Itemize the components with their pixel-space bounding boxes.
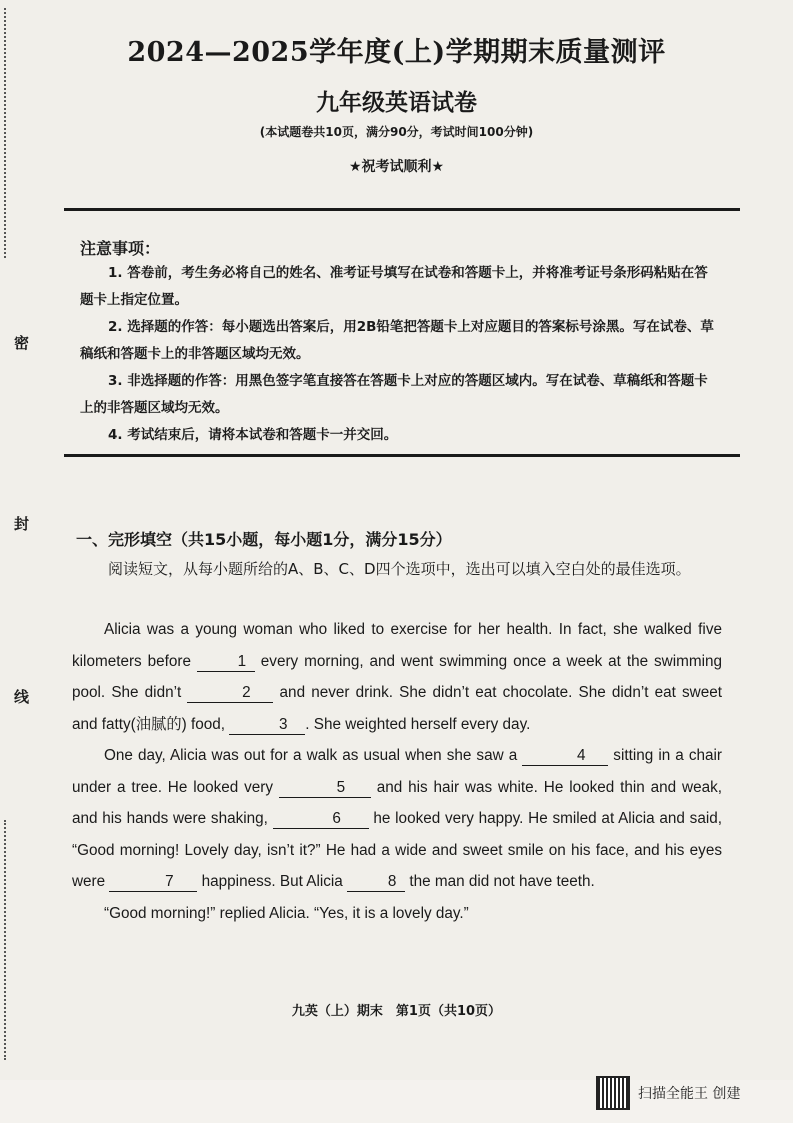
binding-line-bottom <box>4 820 14 1060</box>
cloze-blank[interactable]: 8 <box>347 873 405 892</box>
section-instruction <box>76 554 726 585</box>
scanner-watermark <box>596 1075 740 1111</box>
notice-item: 2. 选择题的作答：每小题选出答案后，用2B铅笔把答题卡上对应题目的答案标号涂黑。写在试卷、草稿纸和答题卡上的非答题区域均无效。 <box>80 319 714 362</box>
section-title: 一、完形填空（共15小题，每小题1分，满分15分） <box>76 530 452 549</box>
divider-top <box>64 208 740 211</box>
cloze-blank[interactable]: 1 <box>197 653 255 672</box>
notice-item: 1. 答卷前，考生务必将自己的姓名、准考证号填写在试卷和答题卡上，并将准考证号条形码粘贴在答题卡上指定位置。 <box>80 265 708 308</box>
passage-text: every morning, and went swimming once a week at the swimming pool. She didn’t <box>72 652 722 701</box>
passage-text: and his hair was white. He looked thin and weak, and his hands were shaking, <box>72 778 722 827</box>
cloze-blank[interactable]: 5 <box>279 779 371 798</box>
exam-title: 2024—2025学年度(上)学期期末质量测评 <box>127 37 666 68</box>
passage-text: happiness. But Alicia <box>197 873 348 890</box>
exam-info: (本试题卷共10页，满分90分，考试时间100分钟) <box>259 125 534 139</box>
cloze-blank[interactable]: 7 <box>109 873 197 892</box>
passage-text: and never drink. She didn’t eat chocolate. She didn’t eat sweet and fatty(油腻的) food, <box>72 684 722 733</box>
exam-subtitle: 九年级英语试卷 <box>316 90 477 116</box>
passage-text: . She weighted herself every day. <box>305 715 531 733</box>
divider-bottom <box>64 454 740 457</box>
cloze-blank[interactable]: 4 <box>522 747 608 766</box>
passage-text: the man did not have teeth. <box>405 873 595 890</box>
passage-text: he looked very happy. He smiled at Alicia and said, “Good morning! Lovely day, isn’t it?” He had a wide and sweet smile on his face, and his eyes were <box>72 810 722 890</box>
qr-code-icon <box>596 1076 630 1110</box>
passage-text: Alicia was a young woman who liked to exercise for her health. In fact, she walked five kilometers before <box>72 621 722 670</box>
notice-title: 注意事项： <box>80 239 161 258</box>
notice-item: 4. 考试结束后，请将本试卷和答题卡一并交回。 <box>108 427 398 443</box>
watermark-text: 扫描全能王 创建 <box>638 1086 741 1102</box>
passage-text: sitting in a chair under a tree. He looked very <box>72 747 722 796</box>
notice-list <box>80 260 720 449</box>
cloze-blank[interactable]: 3 <box>229 716 305 735</box>
page-footer: 九英（上）期末 第1页（共10页） <box>291 1004 502 1019</box>
passage-paragraph: “Good morning!” replied Alicia. “Yes, it is a lovely day.” <box>104 904 469 922</box>
binding-mark-xian: 线 <box>14 688 30 706</box>
binding-mark-feng: 封 <box>14 515 30 533</box>
instruction-text: 阅读短文，从每小题所给的A、B、C、D四个选项中，选出可以填入空白处的最佳选项。 <box>108 560 691 578</box>
exam-wish: ★祝考试顺利★ <box>348 159 445 175</box>
notice-item: 3. 非选择题的作答：用黑色签字笔直接答在答题卡上对应的答题区域内。写在试卷、草稿纸和答题卡上的非答题区域均无效。 <box>80 373 708 416</box>
passage-text: One day, Alicia was out for a walk as usual when she saw a <box>104 747 523 764</box>
passage-paragraph <box>72 614 722 740</box>
passage-paragraph <box>72 740 722 898</box>
cloze-blank[interactable]: 6 <box>273 810 369 829</box>
cloze-blank[interactable]: 2 <box>187 684 273 703</box>
binding-mark-mi: 密 <box>14 334 30 352</box>
cloze-passage <box>72 614 722 929</box>
